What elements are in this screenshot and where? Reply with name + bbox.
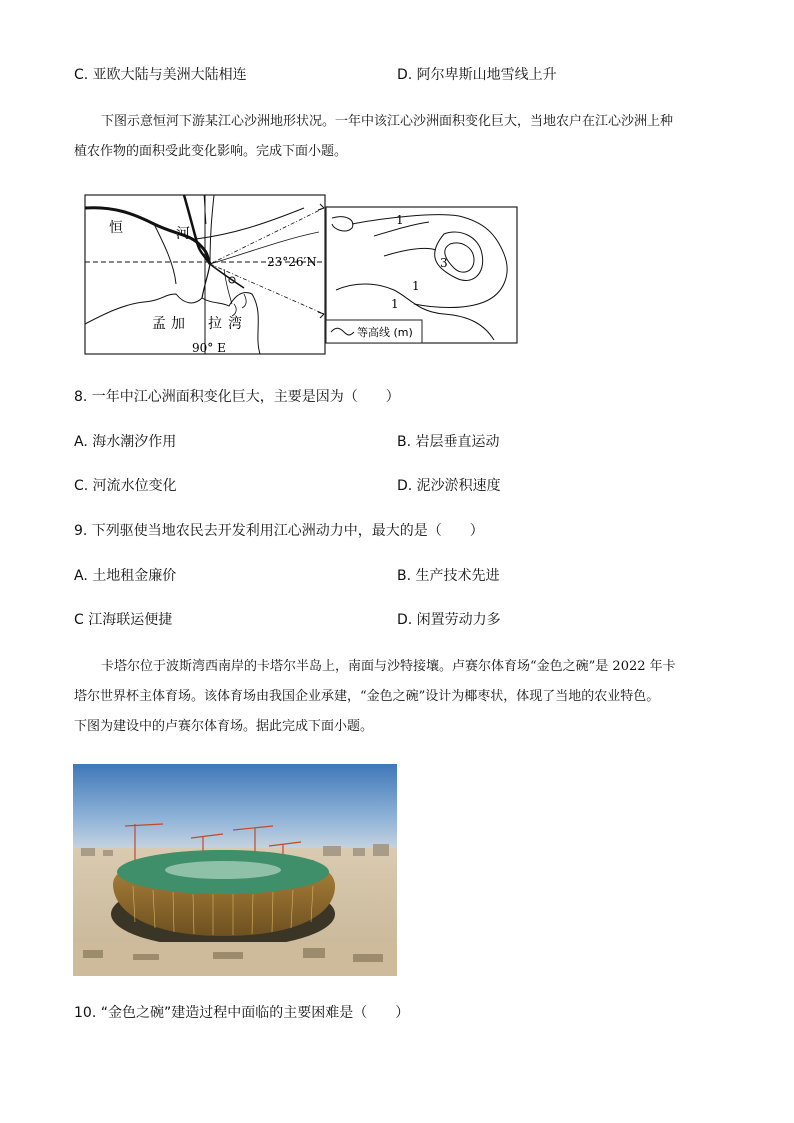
contour-label-1-low: 1: [391, 297, 399, 311]
contour-label-3: 3: [440, 256, 448, 270]
ganges-sandbar-map: [84, 194, 518, 356]
label-bay-char4: 湾: [228, 316, 242, 332]
passage-ganges-line2: 植农作物的面积受此变化影响。完成下面小题。: [74, 144, 348, 159]
sky: [73, 764, 397, 854]
label-bay-char3: 拉: [208, 316, 222, 332]
q7-option-c: C. 亚欧大陆与美洲大陆相连: [74, 67, 247, 83]
stadium-roof-opening: [165, 861, 281, 879]
label-longitude: 90° E: [192, 341, 226, 355]
q10-stem: 10. “金色之碗”建造过程中面临的主要困难是（ ）: [74, 1005, 410, 1021]
q9-option-c: C 江海联运便捷: [74, 612, 173, 628]
passage-ganges: [74, 107, 761, 167]
label-latitude: 23°26′N: [267, 255, 317, 269]
q9-option-b: B. 生产技术先进: [397, 568, 500, 584]
lusail-stadium-photo: [73, 764, 397, 976]
label-bay-char1: 孟: [152, 316, 166, 332]
passage-qatar-line2: 塔尔世界杯主体育场。该体育场由我国企业承建，“金色之碗”设计为椰枣状，体现了当地的农业特色。: [74, 689, 660, 704]
passage-ganges-line1: 下图示意恒河下游某江心沙洲地形状况。一年中该江心沙洲面积变化巨大，当地农户在江心沙洲上种: [101, 114, 674, 129]
q8-option-c: C. 河流水位变化: [74, 478, 177, 494]
label-ganges-char1: 恒: [109, 220, 123, 236]
q9-stem: 9. 下列驱使当地农民去开发利用江心洲动力中，最大的是（ ）: [74, 523, 484, 539]
q8-option-b: B. 岩层垂直运动: [397, 434, 500, 450]
passage-qatar-line1: 卡塔尔位于波斯湾西南岸的卡塔尔半岛上，南面与沙特接壤。卢赛尔体育场“金色之碗”是 2022 年卡: [101, 659, 676, 674]
passage-qatar-line3: 下图为建设中的卢赛尔体育场。据此完成下面小题。: [74, 719, 374, 734]
q7-option-d: D. 阿尔卑斯山地雪线上升: [397, 67, 557, 83]
q9-option-a: A. 土地租金廉价: [74, 568, 177, 584]
q8-stem: 8. 一年中江心洲面积变化巨大，主要是因为（ ）: [74, 389, 400, 405]
passage-qatar: [74, 652, 761, 742]
q9-option-d: D. 闲置劳动力多: [397, 612, 501, 628]
q8-option-d: D. 泥沙淤积速度: [397, 478, 501, 494]
label-bay-char2: 加: [171, 316, 185, 332]
q8-option-a: A. 海水潮汐作用: [74, 434, 177, 450]
contour-label-1-mid: 1: [412, 279, 420, 293]
label-ganges-char2: 河: [176, 226, 190, 242]
legend-label: 等高线 (m): [357, 326, 413, 339]
contour-label-1-top: 1: [396, 213, 404, 227]
